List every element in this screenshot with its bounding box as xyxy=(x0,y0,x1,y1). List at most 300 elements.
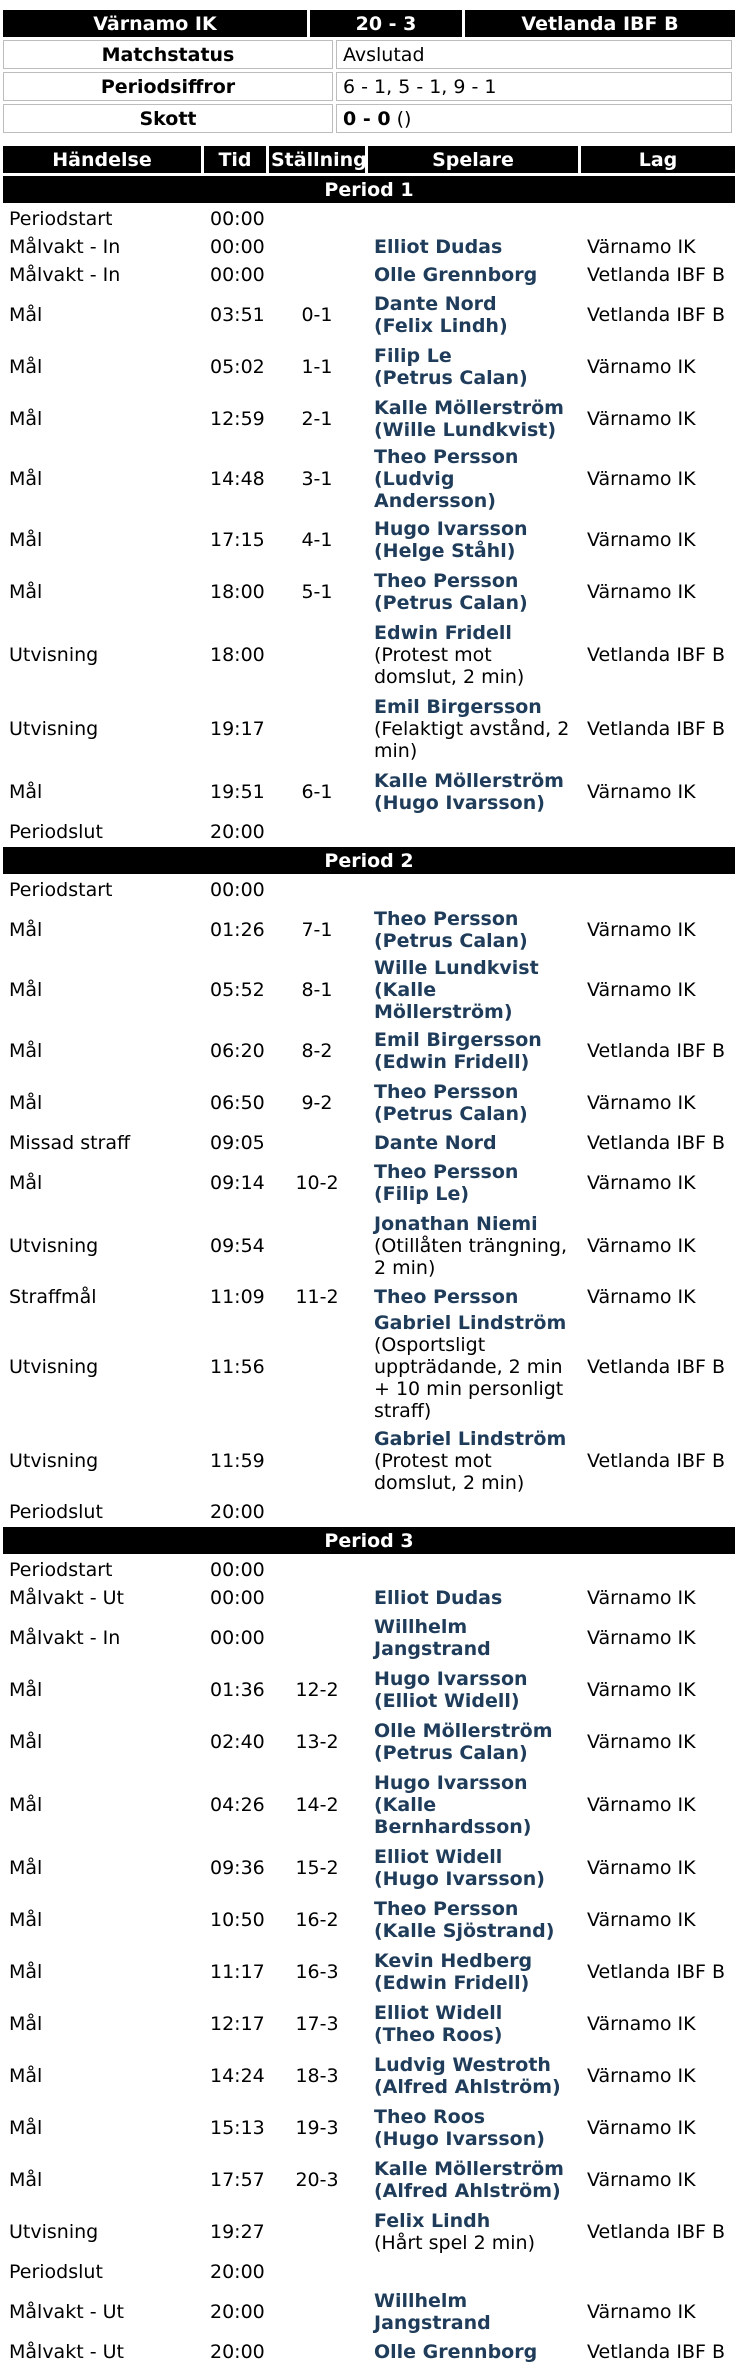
event-row xyxy=(3,1284,735,1309)
event-time: 00:00 xyxy=(210,878,265,901)
event-row xyxy=(3,1425,735,1496)
event-row xyxy=(3,446,735,512)
player-link[interactable]: Elliot Dudas xyxy=(374,235,503,258)
event-team: Vetlanda IBF B xyxy=(587,643,726,666)
penalty-note: (Osportsligt uppträdande, 2 min + 10 min personligt straff) xyxy=(374,1334,564,1422)
event-score: 8-2 xyxy=(301,1039,333,1062)
event-player-cell xyxy=(368,1026,578,1075)
event-time: 06:50 xyxy=(210,1091,265,1114)
event-row xyxy=(3,1312,735,1422)
event-score: 7-1 xyxy=(301,918,333,941)
shots-row xyxy=(3,104,732,133)
event-team: Vetlanda IBF B xyxy=(587,1356,726,1378)
event-team: Värnamo IK xyxy=(587,2300,696,2323)
event-team: Värnamo IK xyxy=(587,1091,696,1114)
event-player-cell xyxy=(368,693,578,764)
event-type: Utvisning xyxy=(9,2220,99,2243)
event-team: Vetlanda IBF B xyxy=(587,2220,726,2243)
event-time: 03:51 xyxy=(210,303,265,326)
assist-player-link[interactable]: (Felix Lindh) xyxy=(374,314,508,337)
event-score xyxy=(269,1312,365,1422)
event-player-cell xyxy=(368,342,578,391)
player-link[interactable]: Felix Lindh xyxy=(374,2209,491,2232)
event-type: Mål xyxy=(9,2012,43,2035)
event-team: Vetlanda IBF B xyxy=(587,303,726,326)
event-type: Straffmål xyxy=(9,1285,97,1308)
event-team: Värnamo IK xyxy=(587,468,696,490)
event-time: 01:26 xyxy=(210,918,265,941)
event-row xyxy=(3,2339,735,2364)
event-time: 18:00 xyxy=(210,643,265,666)
shots-value-cell xyxy=(336,104,732,133)
event-score: 16-3 xyxy=(295,1960,339,1983)
player-link[interactable]: Gabriel Lindström xyxy=(374,1312,567,1334)
event-player-cell xyxy=(368,1557,578,1582)
event-row xyxy=(3,1843,735,1892)
event-player-cell xyxy=(368,1130,578,1155)
assist-player-link[interactable]: (Helge Ståhl) xyxy=(374,539,516,562)
event-team: Värnamo IK xyxy=(587,1856,696,1879)
event-type: Utvisning xyxy=(9,1449,99,1472)
event-score xyxy=(269,262,365,287)
event-type: Mål xyxy=(9,2116,43,2139)
event-score: 12-2 xyxy=(295,1678,339,1701)
event-row xyxy=(3,1557,735,1582)
player-link[interactable]: Wille Lundkvist xyxy=(374,957,539,979)
event-team: Vetlanda IBF B xyxy=(587,263,726,286)
event-team: Värnamo IK xyxy=(587,1234,696,1257)
event-row xyxy=(3,767,735,816)
event-score: 16-2 xyxy=(295,1908,339,1931)
event-type: Mål xyxy=(9,1730,43,1753)
event-row xyxy=(3,1210,735,1281)
event-team: Värnamo IK xyxy=(587,407,696,430)
event-time: 11:09 xyxy=(210,1285,265,1308)
event-score: 1-1 xyxy=(301,355,333,378)
player-link[interactable]: Hugo Ivarsson xyxy=(374,1667,528,1690)
event-time: 18:00 xyxy=(210,580,265,603)
event-type: Mål xyxy=(9,468,43,490)
event-row xyxy=(3,1665,735,1714)
event-player-cell xyxy=(368,1210,578,1281)
event-score xyxy=(269,1425,365,1496)
assist-player-link[interactable]: (Petrus Calan) xyxy=(374,1741,528,1764)
event-time: 19:17 xyxy=(210,717,265,740)
assist-player-link[interactable]: (Hugo Ivarsson) xyxy=(374,2127,545,2150)
player-link[interactable]: Olle Möllerström xyxy=(374,1719,553,1742)
event-row xyxy=(3,1999,735,2048)
event-time: 00:00 xyxy=(210,207,265,230)
event-type: Målvakt - In xyxy=(9,1626,121,1649)
event-time: 19:27 xyxy=(210,2220,265,2243)
event-type: Målvakt - In xyxy=(9,263,121,286)
assist-player-link[interactable]: (Filip Le) xyxy=(374,1182,470,1205)
event-type: Periodslut xyxy=(9,820,103,843)
event-time: 14:48 xyxy=(210,468,265,490)
player-link[interactable]: Theo Persson xyxy=(374,446,519,468)
event-player-cell xyxy=(368,2103,578,2152)
event-player-cell xyxy=(368,1284,578,1309)
event-row xyxy=(3,262,735,287)
event-time: 05:02 xyxy=(210,355,265,378)
event-time: 09:54 xyxy=(210,1234,265,1257)
event-player-cell xyxy=(368,2207,578,2256)
event-player-cell xyxy=(368,619,578,690)
penalty-note: (Protest mot domslut, 2 min) xyxy=(374,643,525,688)
event-team: Värnamo IK xyxy=(587,2116,696,2139)
player-link[interactable]: Theo Persson xyxy=(374,907,519,930)
event-player-cell xyxy=(368,1895,578,1944)
event-row xyxy=(3,819,735,844)
event-team: Värnamo IK xyxy=(587,1586,696,1609)
event-type: Mål xyxy=(9,1171,43,1194)
shots-label: Skott xyxy=(3,104,333,133)
assist-player-link[interactable]: (Petrus Calan) xyxy=(374,591,528,614)
event-time: 11:17 xyxy=(210,1960,265,1983)
event-time: 09:05 xyxy=(210,1131,265,1154)
assist-player-link[interactable]: (Kalle Bernhardsson) xyxy=(374,1793,532,1838)
assist-player-link[interactable]: (Alfred Ahlström) xyxy=(374,2075,561,2098)
event-player-cell xyxy=(368,567,578,616)
player-link[interactable]: Theo Persson xyxy=(374,1080,519,1103)
assist-player-link[interactable]: (Alfred Ahlström) xyxy=(374,2179,561,2202)
event-type: Mål xyxy=(9,1091,43,1114)
event-score: 10-2 xyxy=(295,1171,339,1194)
event-time: 17:15 xyxy=(210,528,265,551)
player-link[interactable]: Filip Le xyxy=(374,344,452,367)
event-row xyxy=(3,619,735,690)
assist-player-link[interactable]: (Elliot Widell) xyxy=(374,1689,520,1712)
event-row xyxy=(3,1769,735,1840)
player-link[interactable]: Hugo Ivarsson xyxy=(374,1771,528,1794)
event-type: Målvakt - In xyxy=(9,235,121,258)
player-link[interactable]: Olle Grennborg xyxy=(374,2340,538,2363)
event-time: 12:59 xyxy=(210,407,265,430)
event-type: Mål xyxy=(9,355,43,378)
event-row xyxy=(3,1947,735,1996)
event-time: 19:51 xyxy=(210,780,265,803)
assist-player-link[interactable]: (Theo Roos) xyxy=(374,2023,503,2046)
event-score: 9-2 xyxy=(301,1091,333,1114)
event-type: Mål xyxy=(9,580,43,603)
event-score xyxy=(269,1499,365,1524)
event-player-cell xyxy=(368,1585,578,1610)
event-player-cell xyxy=(368,819,578,844)
event-row xyxy=(3,515,735,564)
event-type: Mål xyxy=(9,1039,43,1062)
player-link[interactable]: Elliot Widell xyxy=(374,2001,503,2024)
player-link[interactable]: Hugo Ivarsson xyxy=(374,517,528,540)
player-link[interactable]: Gabriel Lindström xyxy=(374,1427,567,1450)
event-time: 09:36 xyxy=(210,1856,265,1879)
period-header-row xyxy=(3,176,735,203)
event-time: 00:00 xyxy=(210,1626,265,1649)
assist-player-link[interactable]: (Edwin Fridell) xyxy=(374,1971,530,1994)
period-header-row xyxy=(3,1527,735,1554)
col-player: Spelare xyxy=(368,146,578,173)
event-score: 15-2 xyxy=(295,1856,339,1879)
event-team: Värnamo IK xyxy=(587,2012,696,2035)
event-score: 2-1 xyxy=(301,407,333,430)
event-type: Mål xyxy=(9,1678,43,1701)
event-score: 17-3 xyxy=(295,2012,339,2035)
player-link[interactable]: Emil Birgersson xyxy=(374,1028,542,1051)
event-row xyxy=(3,957,735,1023)
event-score: 6-1 xyxy=(301,780,333,803)
status-value: Avslutad xyxy=(336,40,732,69)
event-score xyxy=(269,1557,365,1582)
event-score xyxy=(269,206,365,231)
event-score xyxy=(269,693,365,764)
event-team: Värnamo IK xyxy=(587,2168,696,2191)
event-time: 20:00 xyxy=(210,2260,265,2283)
event-type: Periodstart xyxy=(9,878,113,901)
event-score: 4-1 xyxy=(301,528,333,551)
player-link[interactable]: Willhelm Jangstrand xyxy=(374,1615,491,1660)
event-type: Mål xyxy=(9,303,43,326)
event-team: Värnamo IK xyxy=(587,979,696,1001)
event-time: 17:57 xyxy=(210,2168,265,2191)
event-score: 19-3 xyxy=(295,2116,339,2139)
penalty-note: (Protest mot domslut, 2 min) xyxy=(374,1449,525,1494)
event-type: Periodstart xyxy=(9,1558,113,1581)
event-team: Värnamo IK xyxy=(587,780,696,803)
event-time: 09:14 xyxy=(210,1171,265,1194)
status-row xyxy=(3,40,732,69)
event-row xyxy=(3,2259,735,2284)
event-time: 12:17 xyxy=(210,2012,265,2035)
event-time: 00:00 xyxy=(210,235,265,258)
event-player-cell xyxy=(368,767,578,816)
player-link[interactable]: Kalle Möllerström xyxy=(374,2157,564,2180)
event-score xyxy=(269,2339,365,2364)
player-link[interactable]: Theo Roos xyxy=(374,2105,486,2128)
event-score xyxy=(269,2259,365,2284)
player-link[interactable]: Theo Persson xyxy=(374,569,519,592)
event-score: 3-1 xyxy=(301,468,333,490)
event-time: 14:24 xyxy=(210,2064,265,2087)
event-row xyxy=(3,877,735,902)
player-link[interactable]: Edwin Fridell xyxy=(374,621,512,644)
event-type: Mål xyxy=(9,1856,43,1879)
player-link[interactable]: Olle Grennborg xyxy=(374,263,538,286)
event-score: 0-1 xyxy=(301,303,333,326)
event-type: Periodslut xyxy=(9,2260,103,2283)
event-score xyxy=(269,234,365,259)
event-score xyxy=(269,1585,365,1610)
event-team: Värnamo IK xyxy=(587,235,696,258)
assist-player-link[interactable]: (Petrus Calan) xyxy=(374,1102,528,1125)
player-link[interactable]: Kalle Möllerström xyxy=(374,396,564,419)
event-team: Värnamo IK xyxy=(587,355,696,378)
assist-player-link[interactable]: (Ludvig Andersson) xyxy=(374,468,496,512)
shots-value: 0 - 0 xyxy=(343,107,391,130)
period-title: Period 1 xyxy=(3,176,735,203)
away-team: Vetlanda IBF B xyxy=(465,10,735,37)
event-player-cell xyxy=(368,957,578,1023)
event-time: 11:59 xyxy=(210,1449,265,1472)
event-player-cell xyxy=(368,2287,578,2336)
match-header-table xyxy=(0,7,735,40)
penalty-note: (Hårt spel 2 min) xyxy=(374,2231,535,2254)
teams-row xyxy=(3,10,735,37)
event-team xyxy=(581,877,735,902)
event-row xyxy=(3,1130,735,1155)
event-player-cell xyxy=(368,1499,578,1524)
col-team: Lag xyxy=(581,146,735,173)
event-type: Mål xyxy=(9,780,43,803)
event-team: Vetlanda IBF B xyxy=(587,2340,726,2363)
event-score xyxy=(269,819,365,844)
player-link[interactable]: Kalle Möllerström xyxy=(374,769,564,792)
event-player-cell xyxy=(368,290,578,339)
event-team: Vetlanda IBF B xyxy=(587,1039,726,1062)
event-player-cell xyxy=(368,1078,578,1127)
event-player-cell xyxy=(368,877,578,902)
player-link[interactable]: Theo Persson xyxy=(374,1897,519,1920)
event-team: Värnamo IK xyxy=(587,1793,696,1816)
event-score: 8-1 xyxy=(301,979,333,1001)
period-title: Period 3 xyxy=(3,1527,735,1554)
player-link[interactable]: Ludvig Westroth xyxy=(374,2053,551,2076)
event-row xyxy=(3,206,735,231)
event-player-cell xyxy=(368,2155,578,2204)
player-link[interactable]: Theo Persson xyxy=(374,1160,519,1183)
assist-player-link[interactable]: (Kalle Sjöstrand) xyxy=(374,1919,555,1942)
assist-player-link[interactable]: (Kalle Möllerström) xyxy=(374,979,513,1023)
event-row xyxy=(3,693,735,764)
event-team: Värnamo IK xyxy=(587,1285,696,1308)
event-row xyxy=(3,1613,735,1662)
player-link[interactable]: Kevin Hedberg xyxy=(374,1949,533,1972)
event-time: 04:26 xyxy=(210,1793,265,1816)
event-time: 20:00 xyxy=(210,2340,265,2363)
event-player-cell xyxy=(368,394,578,443)
event-team: Värnamo IK xyxy=(587,1171,696,1194)
event-row xyxy=(3,2207,735,2256)
assist-player-link[interactable]: (Hugo Ivarsson) xyxy=(374,791,545,814)
assist-player-link[interactable]: (Edwin Fridell) xyxy=(374,1050,530,1073)
player-link[interactable]: Theo Persson xyxy=(374,1285,519,1308)
player-link[interactable]: Emil Birgersson xyxy=(374,695,542,718)
event-team xyxy=(581,1557,735,1582)
event-team: Vetlanda IBF B xyxy=(587,717,726,740)
event-player-cell xyxy=(368,206,578,231)
event-team: Värnamo IK xyxy=(587,1908,696,1931)
periods-label: Periodsiffror xyxy=(3,72,333,101)
periods-value: 6 - 1, 5 - 1, 9 - 1 xyxy=(336,72,732,101)
col-score: Ställning xyxy=(269,146,365,173)
event-type: Målvakt - Ut xyxy=(9,1586,124,1609)
event-score: 18-3 xyxy=(295,2064,339,2087)
event-type: Mål xyxy=(9,918,43,941)
assist-player-link[interactable]: (Petrus Calan) xyxy=(374,366,528,389)
event-team: Värnamo IK xyxy=(587,1626,696,1649)
event-row xyxy=(3,1499,735,1524)
event-score: 13-2 xyxy=(295,1730,339,1753)
player-link[interactable]: Dante Nord xyxy=(374,1131,497,1154)
assist-player-link[interactable]: (Petrus Calan) xyxy=(374,929,528,952)
penalty-note: (Otillåten trängning, 2 min) xyxy=(374,1234,567,1279)
event-time: 20:00 xyxy=(210,2300,265,2323)
penalty-note: (Felaktigt avstånd, 2 min) xyxy=(374,717,570,762)
event-row xyxy=(3,1078,735,1127)
event-player-cell xyxy=(368,1999,578,2048)
player-link[interactable]: Jonathan Niemi xyxy=(374,1212,538,1235)
event-time: 20:00 xyxy=(210,820,265,843)
event-team: Värnamo IK xyxy=(587,1730,696,1753)
event-player-cell xyxy=(368,1717,578,1766)
player-link[interactable]: Dante Nord xyxy=(374,292,497,315)
event-row xyxy=(3,905,735,954)
event-score xyxy=(269,877,365,902)
event-type: Målvakt - Ut xyxy=(9,2300,124,2323)
event-score xyxy=(269,1613,365,1662)
event-player-cell xyxy=(368,2339,578,2364)
event-score: 5-1 xyxy=(301,580,333,603)
event-score xyxy=(269,1130,365,1155)
event-time: 00:00 xyxy=(210,263,265,286)
event-player-cell xyxy=(368,2051,578,2100)
period-header-row xyxy=(3,847,735,874)
event-team: Värnamo IK xyxy=(587,918,696,941)
event-player-cell xyxy=(368,262,578,287)
event-score xyxy=(269,619,365,690)
event-player-cell xyxy=(368,1665,578,1714)
player-link[interactable]: Elliot Widell xyxy=(374,1845,503,1868)
event-time: 10:50 xyxy=(210,1908,265,1931)
event-time: 00:00 xyxy=(210,1558,265,1581)
event-player-cell xyxy=(368,446,578,512)
event-team: Vetlanda IBF B xyxy=(587,1960,726,1983)
event-row xyxy=(3,394,735,443)
event-row xyxy=(3,1585,735,1610)
event-player-cell xyxy=(368,1312,578,1422)
events-body xyxy=(3,176,735,2364)
event-team: Vetlanda IBF B xyxy=(587,1131,726,1154)
event-time: 05:52 xyxy=(210,979,265,1001)
event-row xyxy=(3,2051,735,2100)
event-player-cell xyxy=(368,515,578,564)
event-team: Värnamo IK xyxy=(587,528,696,551)
player-link[interactable]: Elliot Dudas xyxy=(374,1586,503,1609)
event-score: 14-2 xyxy=(295,1793,339,1816)
event-time: 01:36 xyxy=(210,1678,265,1701)
event-type: Mål xyxy=(9,528,43,551)
event-player-cell xyxy=(368,905,578,954)
event-row xyxy=(3,342,735,391)
final-score: 20 - 3 xyxy=(310,10,462,37)
event-type: Periodstart xyxy=(9,207,113,230)
event-player-cell xyxy=(368,1843,578,1892)
event-row xyxy=(3,2155,735,2204)
event-row xyxy=(3,1026,735,1075)
event-type: Utvisning xyxy=(9,1234,99,1257)
events-table xyxy=(0,143,735,2367)
assist-player-link[interactable]: (Hugo Ivarsson) xyxy=(374,1867,545,1890)
event-row xyxy=(3,234,735,259)
event-player-cell xyxy=(368,1158,578,1207)
event-score: 11-2 xyxy=(295,1285,339,1308)
event-team xyxy=(581,206,735,231)
event-score xyxy=(269,1210,365,1281)
home-team: Värnamo IK xyxy=(3,10,307,37)
player-link[interactable]: Willhelm Jangstrand xyxy=(374,2289,491,2334)
assist-player-link[interactable]: (Wille Lundkvist) xyxy=(374,418,557,441)
event-team: Värnamo IK xyxy=(587,2064,696,2087)
event-row xyxy=(3,1895,735,1944)
event-row xyxy=(3,1158,735,1207)
